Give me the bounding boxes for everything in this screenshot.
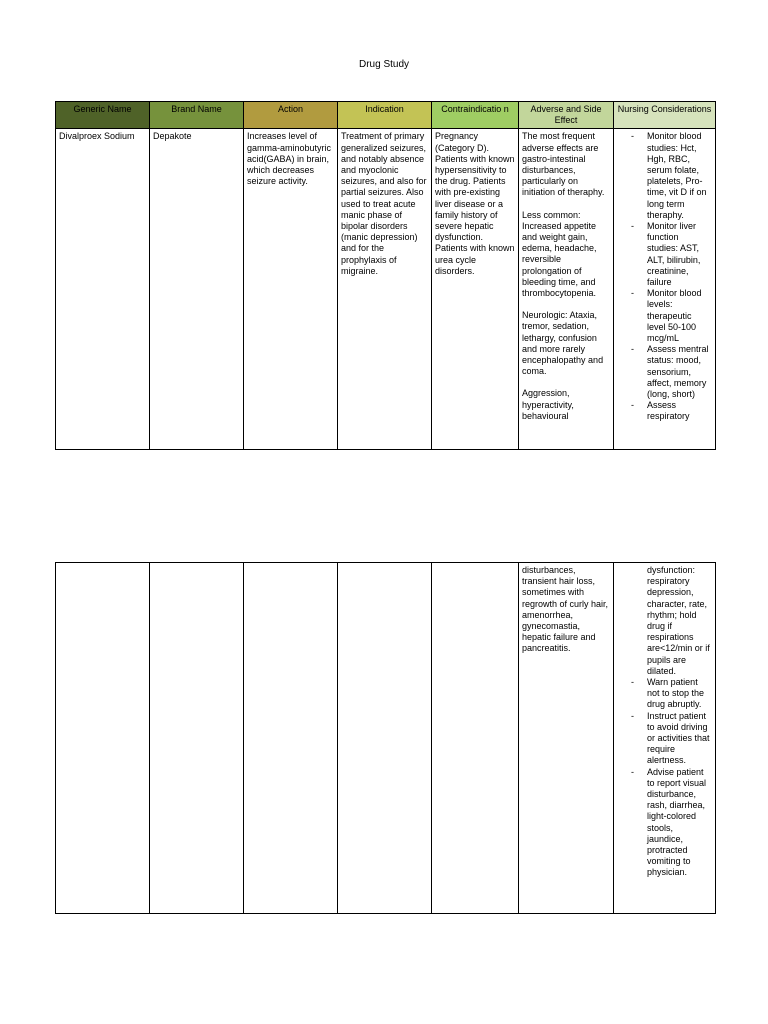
drug-study-table-continued <box>55 562 716 914</box>
page-title: Drug Study <box>358 59 410 70</box>
adverse-paragraph: Neurologic: Ataxia, tremor, sedation, lethargy, confusion and more rarely encephalopathy and coma. <box>522 310 604 377</box>
adverse-paragraph: The most frequent adverse effects are gastro-intestinal disturbances, particularly on initiation of theraphy. <box>522 131 605 198</box>
cell-generic-name: Divalproex Sodium <box>56 129 150 450</box>
cell-contraindication: Pregnancy (Category D). Patients with known hypersensitivity to the drug. Patients with pre-existing liver disease or a family history of severe hepatic dysfunction. Patients with known urea cycle disorders. <box>432 129 519 450</box>
header-generic-name: Generic Name <box>56 102 150 129</box>
cell-adverse-effect-continued: disturbances, transient hair loss, sometimes with regrowth of curly hair, amenorrhea, gynecomastia, hepatic failure and pancreatitis. <box>519 563 614 914</box>
cell-brand-name-empty <box>150 563 244 914</box>
nursing-item: - Assess respiratory <box>631 400 690 422</box>
cell-action: Increases level of gamma-aminobutyric acid(GABA) in brain, which decreases seizure activity. <box>244 129 338 450</box>
nursing-item-continued: dysfunction: respiratory depression, character, rate, rhythm; hold drug if respirations are<12/min or if pupils are dilated. <box>647 565 710 676</box>
header-brand-name: Brand Name <box>150 102 244 129</box>
cell-contraindication-empty <box>432 563 519 914</box>
table-row <box>56 563 716 914</box>
cell-action-empty <box>244 563 338 914</box>
adverse-paragraph: Aggression, hyperactivity, behavioural <box>522 388 574 421</box>
cell-indication: Treatment of primary generalized seizures, and notably absence and myoclonic seizures, and also for partial seizures. Also used to treat acute manic phase of bipolar disorders (manic depression) and for the prophylaxis of migraine. <box>338 129 432 450</box>
header-indication: Indication <box>338 102 432 129</box>
cell-indication-empty <box>338 563 432 914</box>
nursing-item: - Monitor liver function studies: AST, ALT, bilirubin, creatinine, failure <box>631 221 701 288</box>
nursing-item: - Monitor blood studies: Hct, Hgh, RBC, serum folate, platelets, Pro-time, vit D if on long term theraphy. <box>631 131 707 220</box>
drug-study-table <box>55 101 716 450</box>
cell-brand-name: Depakote <box>150 129 244 450</box>
cell-adverse-effect <box>519 129 614 450</box>
nursing-item: - Advise patient to report visual disturbance, rash, diarrhea, light-colored stools, jaundice, protracted vomiting to physician. <box>631 766 707 878</box>
header-contraindication: Contraindicatio n <box>432 102 519 129</box>
header-adverse-effect: Adverse and Side Effect <box>519 102 614 129</box>
nursing-item: - Monitor blood levels: therapeutic level 50-100 mcg/mL <box>631 288 702 344</box>
adverse-paragraph: Less common: Increased appetite and weight gain, edema, headache, reversible prolongation of bleeding time, and thrombocytopenia. <box>522 209 597 299</box>
nursing-item: - Assess mentral status: mood, sensorium, affect, memory (long, short) <box>631 344 709 400</box>
nursing-item: - Warn patient not to stop the drug abruptly. <box>631 677 705 710</box>
header-action: Action <box>244 102 338 129</box>
nursing-item: - Instruct patient to avoid driving or activities that require alertness. <box>631 710 710 766</box>
cell-generic-name-empty <box>56 563 150 914</box>
table-row <box>56 129 716 450</box>
cell-nursing-considerations <box>614 129 716 450</box>
cell-nursing-continued <box>614 563 716 914</box>
table-header-row <box>56 102 716 129</box>
header-nursing-considerations: Nursing Considerations <box>614 102 716 129</box>
